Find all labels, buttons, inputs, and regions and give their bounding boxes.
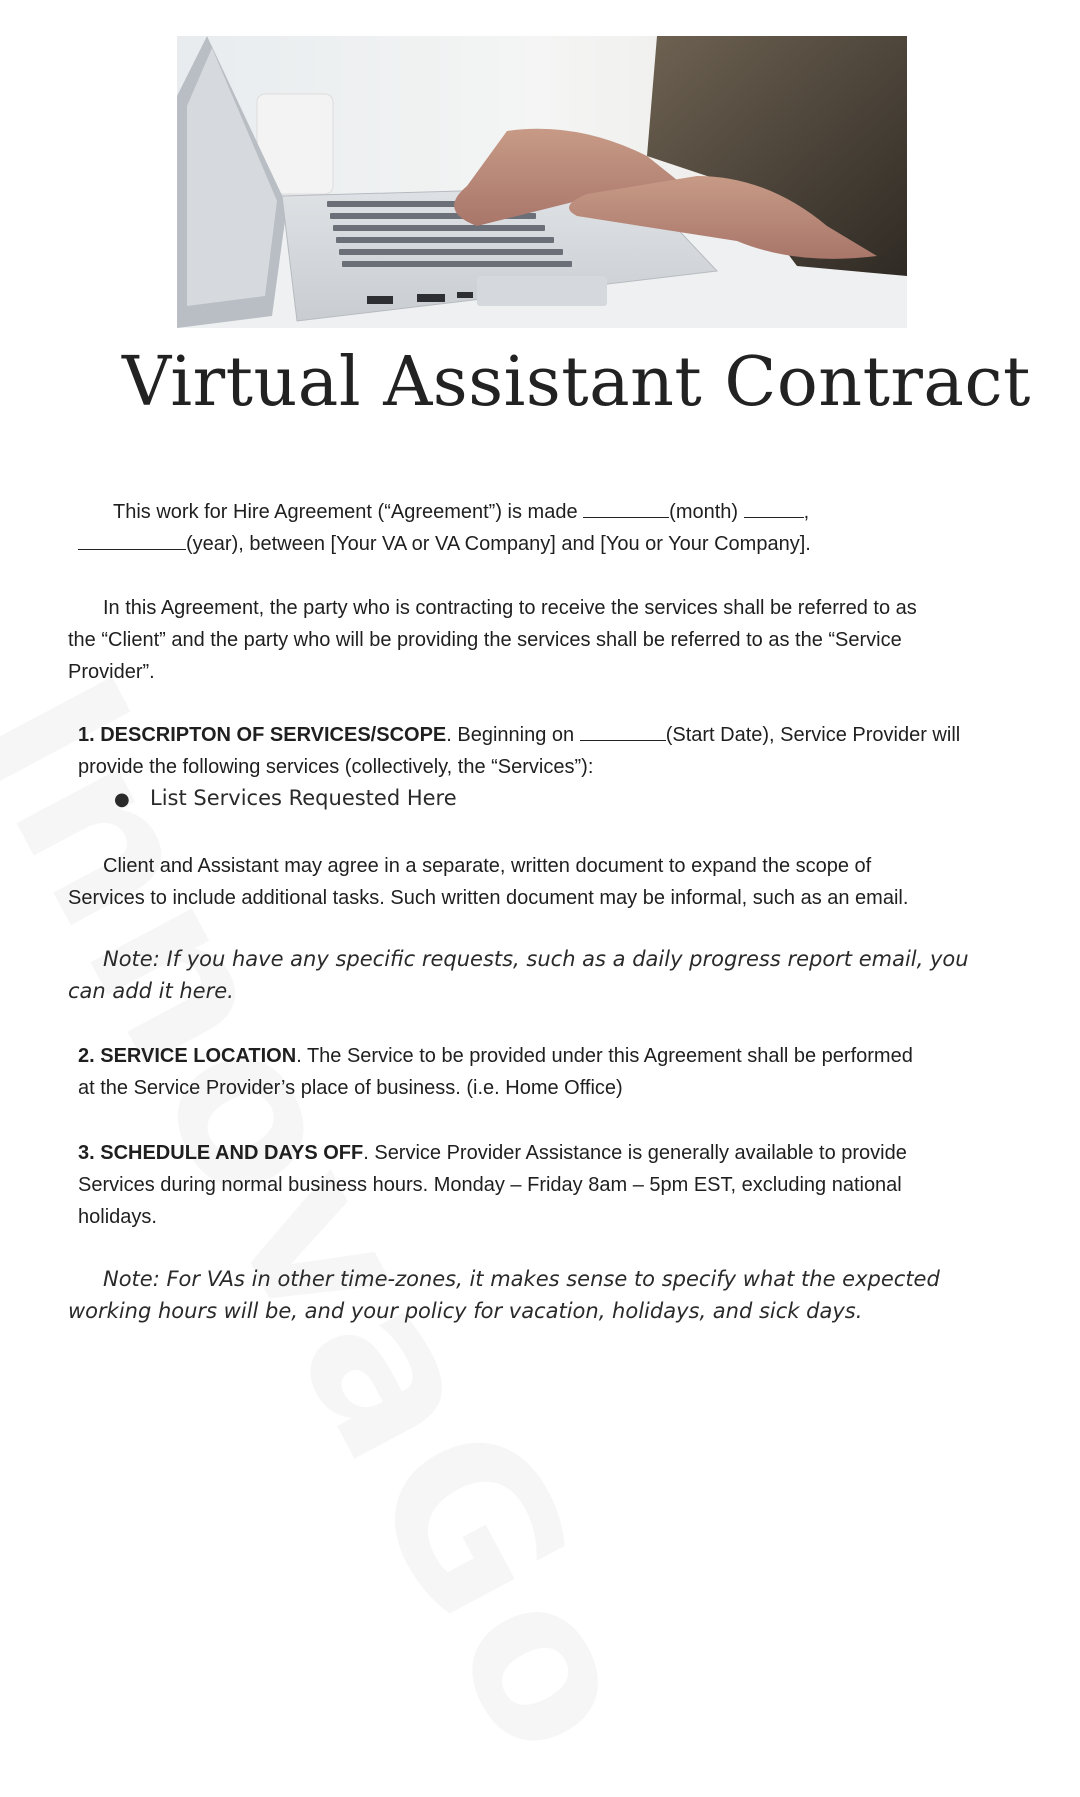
note-2-line: working hours will be, and your policy for vacation, holidays, and sick days. <box>68 1299 863 1323</box>
services-list-text: List Services Requested Here <box>150 786 457 810</box>
note-2 <box>68 1263 1018 1327</box>
section-1-line2: provide the following services (collectively, the “Services”): <box>78 756 594 778</box>
intro-text: This work for Hire Agreement (“Agreement”) is made <box>113 501 584 523</box>
year-label: (year), between [Your VA or VA Company] and [You or Your Company]. <box>186 533 811 555</box>
section-3 <box>78 1137 1008 1233</box>
definitions-line: Provider”. <box>68 661 155 683</box>
start-date-blank[interactable] <box>580 720 666 741</box>
intro-paragraph: This work for Hire Agreement (“Agreement”) is made (month) , (year), between [Your VA or VA Company] and [You or Your Company]. <box>78 496 918 560</box>
services-list-item <box>114 786 457 810</box>
scope-line: Client and Assistant may agree in a separate, written document to expand the scope of <box>103 855 872 877</box>
month-blank[interactable] <box>583 497 669 518</box>
note-1-line: Note: If you have any specific requests, such as a daily progress report email, you <box>103 947 969 971</box>
section-1 <box>78 719 1008 783</box>
section-3-line3: holidays. <box>78 1206 157 1228</box>
month-label: (month) <box>669 501 744 523</box>
note-2-line: Note: For VAs in other time-zones, it makes sense to specify what the expected <box>103 1267 940 1291</box>
bullet-icon: ● <box>114 789 130 810</box>
section-2-line2: at the Service Provider’s place of business. (i.e. Home Office) <box>78 1077 623 1099</box>
day-blank[interactable] <box>744 497 804 518</box>
note-1 <box>68 943 1018 1007</box>
scope-paragraph <box>68 850 1018 914</box>
note-1-line: can add it here. <box>68 979 234 1003</box>
section-3-heading: 3. SCHEDULE AND DAYS OFF <box>78 1142 364 1164</box>
section-3-line2: Services during normal business hours. Monday – Friday 8am – 5pm EST, excluding national <box>78 1174 902 1196</box>
definitions-line: In this Agreement, the party who is contracting to receive the services shall be referred to as <box>103 597 917 619</box>
section-1-heading: 1. DESCRIPTON OF SERVICES/SCOPE <box>78 724 447 746</box>
laptop-typing-photo-icon <box>177 36 907 328</box>
section-1-text-b: (Start Date), Service Provider will <box>665 724 961 746</box>
definitions-paragraph <box>68 592 1018 688</box>
section-3-text: . Service Provider Assistance is generally available to provide <box>363 1142 907 1164</box>
hero-photo <box>177 36 907 328</box>
section-2 <box>78 1040 1008 1104</box>
scope-line: Services to include additional tasks. Such written document may be informal, such as an email. <box>68 887 909 909</box>
section-1-text: . Beginning on <box>446 724 580 746</box>
section-2-heading: 2. SERVICE LOCATION <box>78 1045 297 1067</box>
definitions-line: the “Client” and the party who will be providing the services shall be referred to as the “Service <box>68 629 902 651</box>
section-2-text: . The Service to be provided under this Agreement shall be performed <box>296 1045 913 1067</box>
page-title: Virtual Assistant Contract <box>122 343 1031 422</box>
year-blank[interactable] <box>78 529 186 550</box>
